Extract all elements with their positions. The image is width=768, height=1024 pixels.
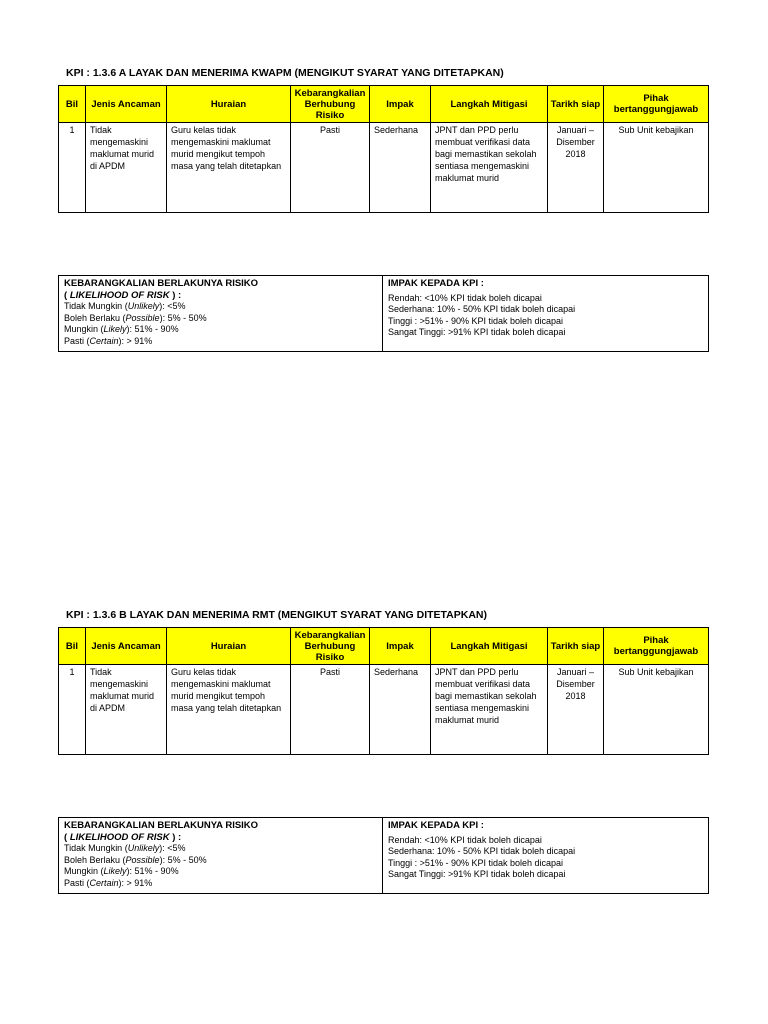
table-row [59, 665, 709, 755]
impact-box [383, 276, 709, 352]
impact-level: Tinggi : >51% - 90% KPI tidak boleh dicapai [388, 315, 564, 326]
header-pihak: Pihak bertanggungjawab [604, 628, 709, 665]
kpi-title: KPI : 1.3.6 B LAYAK DAN MENERIMA RMT (MENGIKUT SYARAT YANG DITETAPKAN) [66, 609, 488, 621]
likelihood-level: Tidak Mungkin (Unlikely): <5% [64, 843, 186, 853]
impact-level: Sederhana: 10% - 50% KPI tidak boleh dicapai [388, 846, 576, 856]
impact-box [383, 818, 709, 894]
cell-impak: Sederhana [370, 123, 431, 213]
table-row [59, 123, 709, 213]
cell-impak: Sederhana [370, 665, 431, 755]
impact-title: IMPAK KEPADA KPI : [388, 820, 484, 831]
cell-pihak: Sub Unit kebajikan [604, 123, 709, 213]
impact-level: Sangat Tinggi: >91% KPI tidak boleh dicapai [388, 327, 566, 337]
header-jenis-ancaman: Jenis Ancaman [86, 86, 167, 123]
kpi-section-a [58, 64, 708, 364]
impact-title: IMPAK KEPADA KPI : [388, 278, 484, 289]
header-huraian: Huraian [167, 86, 291, 123]
header-huraian: Huraian [167, 628, 291, 665]
kpi-title: KPI : 1.3.6 A LAYAK DAN MENERIMA KWAPM (MENGIKUT SYARAT YANG DITETAPKAN) [66, 67, 504, 79]
risk-table [58, 85, 709, 213]
cell-langkah-mitigasi: JPNT dan PPD perlu membuat verifikasi data bagi memastikan sekolah sentiasa mengemaskini maklumat murid [431, 665, 548, 755]
header-bil: Bil [59, 628, 86, 665]
impact-level: Sangat Tinggi: >91% KPI tidak boleh dicapai [388, 869, 566, 879]
table-header-row [59, 628, 709, 665]
header-kebarangkalian: Kebarangkalian Berhubung Risiko [291, 86, 370, 123]
header-impak: Impak [370, 86, 431, 123]
header-tarikh-siap: Tarikh siap [548, 86, 604, 123]
header-langkah-mitigasi: Langkah Mitigasi [431, 628, 548, 665]
risk-table [58, 627, 709, 755]
likelihood-level: Pasti (Certain): > 91% [64, 877, 153, 888]
header-jenis-ancaman: Jenis Ancaman [86, 628, 167, 665]
cell-jenis-ancaman: Tidak mengemaskini maklumat murid di APDM [86, 665, 167, 755]
impact-level: Sederhana: 10% - 50% KPI tidak boleh dicapai [388, 304, 576, 314]
cell-kebarangkalian: Pasti [291, 665, 370, 755]
legend-table [58, 817, 709, 894]
likelihood-level: Boleh Berlaku (Possible): 5% - 50% [64, 854, 207, 865]
impact-level: Tinggi : >51% - 90% KPI tidak boleh dicapai [388, 857, 564, 868]
likelihood-box [59, 276, 383, 352]
likelihood-level: Mungkin (Likely): 51% - 90% [64, 866, 179, 876]
cell-pihak: Sub Unit kebajikan [604, 665, 709, 755]
header-bil: Bil [59, 86, 86, 123]
legend-table [58, 275, 709, 352]
header-pihak: Pihak bertanggungjawab [604, 86, 709, 123]
header-tarikh-siap: Tarikh siap [548, 628, 604, 665]
cell-bil: 1 [59, 123, 86, 213]
cell-bil: 1 [59, 665, 86, 755]
cell-huraian: Guru kelas tidak mengemaskini maklumat murid mengikut tempoh masa yang telah ditetapkan [167, 123, 291, 213]
likelihood-box [59, 818, 383, 894]
impact-level: Rendah: <10% KPI tidak boleh dicapai [388, 292, 542, 303]
likelihood-subtitle: ( LIKELIHOOD OF RISK ) : [64, 289, 182, 301]
likelihood-title: KEBARANGKALIAN BERLAKUNYA RISIKO [64, 278, 259, 289]
impact-level: Rendah: <10% KPI tidak boleh dicapai [388, 834, 542, 845]
cell-langkah-mitigasi: JPNT dan PPD perlu membuat verifikasi data bagi memastikan sekolah sentiasa mengemaskini maklumat murid [431, 123, 548, 213]
likelihood-title: KEBARANGKALIAN BERLAKUNYA RISIKO [64, 820, 259, 831]
header-kebarangkalian: Kebarangkalian Berhubung Risiko [291, 628, 370, 665]
likelihood-level: Pasti (Certain): > 91% [64, 335, 153, 346]
likelihood-level: Mungkin (Likely): 51% - 90% [64, 324, 179, 334]
likelihood-level: Tidak Mungkin (Unlikely): <5% [64, 301, 186, 311]
kpi-section-b [58, 606, 708, 906]
cell-huraian: Guru kelas tidak mengemaskini maklumat murid mengikut tempoh masa yang telah ditetapkan [167, 665, 291, 755]
cell-tarikh-siap: Januari – Disember 2018 [548, 665, 604, 755]
cell-tarikh-siap: Januari – Disember 2018 [548, 123, 604, 213]
header-langkah-mitigasi: Langkah Mitigasi [431, 86, 548, 123]
likelihood-level: Boleh Berlaku (Possible): 5% - 50% [64, 312, 207, 323]
table-header-row [59, 86, 709, 123]
cell-jenis-ancaman: Tidak mengemaskini maklumat murid di APDM [86, 123, 167, 213]
cell-kebarangkalian: Pasti [291, 123, 370, 213]
likelihood-subtitle: ( LIKELIHOOD OF RISK ) : [64, 831, 182, 843]
header-impak: Impak [370, 628, 431, 665]
